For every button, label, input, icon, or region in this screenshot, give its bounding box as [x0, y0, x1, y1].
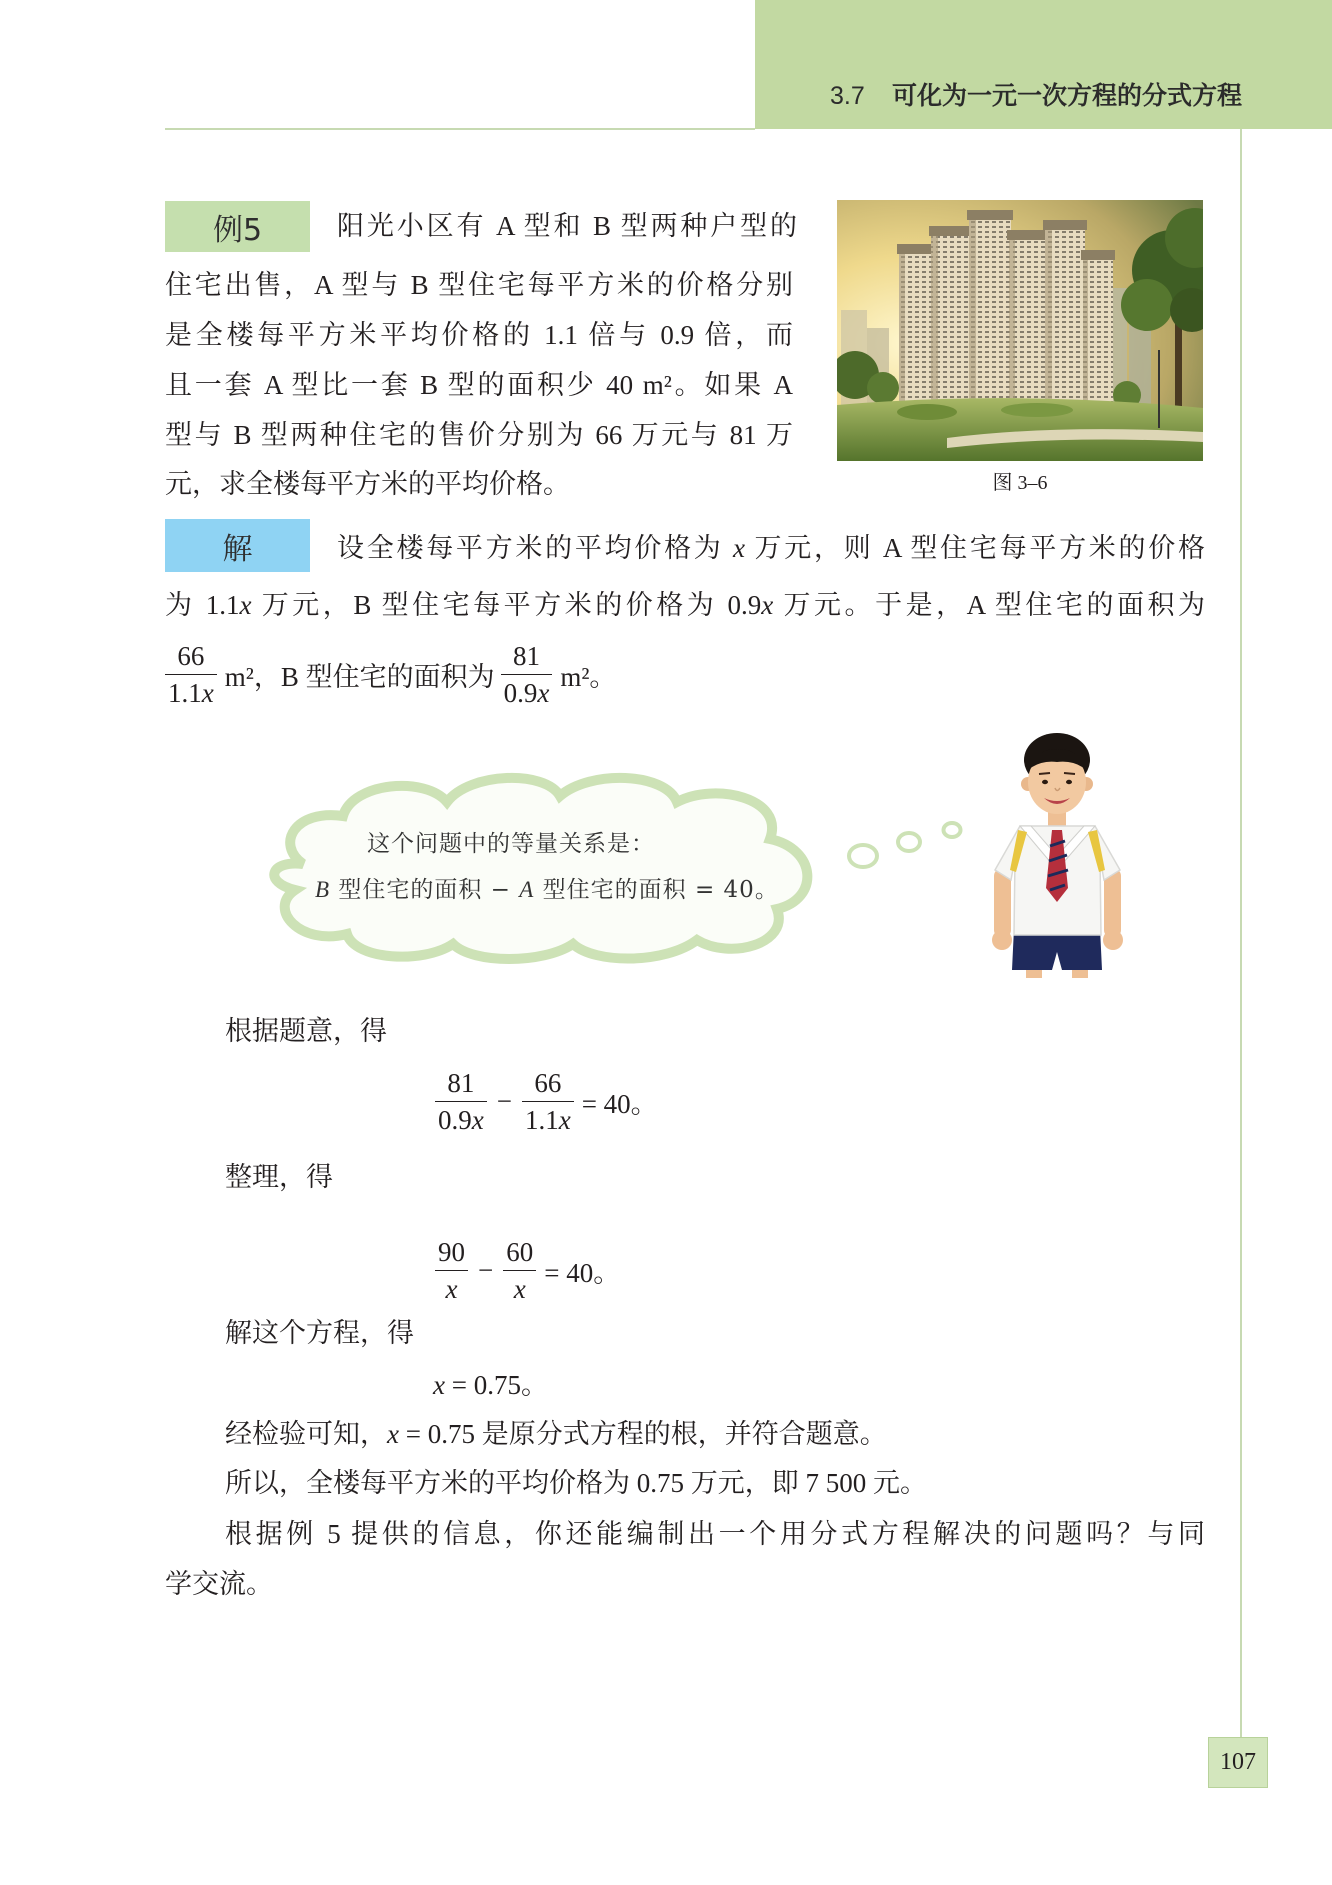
cloud-line-2	[315, 875, 779, 905]
fraction-60-over-x	[503, 1234, 536, 1307]
text-segment: 万元。于是，A 型住宅的面积为	[773, 590, 1205, 620]
fraction-denominator	[522, 1101, 574, 1138]
variable-b: B	[315, 877, 331, 902]
example-line-3: 是全楼每平方米平均价格的 1.1 倍与 0.9 倍，而	[165, 320, 793, 350]
solution-line-1	[337, 530, 1205, 566]
fraction-area-b	[501, 638, 553, 711]
fraction-denominator: x	[503, 1270, 536, 1307]
variable-x: x	[433, 1370, 445, 1400]
text-segment: 万元，B 型住宅每平方米的价格为 0.9	[251, 590, 762, 620]
step-solve: 解这个方程，得	[225, 1318, 414, 1348]
variable-a: A	[519, 877, 535, 902]
variable-x: x	[733, 533, 746, 563]
denominator-coefficient: 1.1	[168, 678, 202, 708]
fraction-denominator	[435, 1101, 487, 1138]
variable-x: x	[387, 1419, 399, 1449]
example-line-2: 住宅出售，A 型与 B 型住宅每平方米的价格分别	[165, 270, 793, 300]
minus-sign: −	[496, 1086, 512, 1116]
fraction-denominator	[165, 674, 217, 711]
text-segment: 型住宅的面积 = 40。	[534, 877, 779, 903]
solution-line-3-areas	[165, 638, 622, 711]
fraction-90-over-x	[435, 1234, 468, 1307]
example-line-6: 元，求全楼每平方米的平均价格。	[165, 469, 570, 499]
fraction-numerator: 90	[438, 1237, 465, 1267]
cloud-outline	[274, 778, 807, 959]
step-result	[433, 1367, 548, 1403]
example-line-4: 且一套 A 型比一套 B 型的面积少 40 m²。如果 A	[165, 370, 793, 400]
variable-x: x	[471, 1105, 484, 1135]
residential-building-photo	[837, 200, 1203, 461]
variable-x: x	[239, 590, 252, 620]
margin-rule	[1240, 129, 1242, 1737]
fraction-numerator: 66	[177, 641, 205, 671]
step-by-problem: 根据题意，得	[225, 1016, 387, 1046]
exercise-line-2: 学交流。	[165, 1569, 273, 1599]
solution-label	[165, 519, 310, 572]
step-check	[225, 1416, 887, 1452]
text-segment: 为 1.1	[165, 590, 240, 620]
example-label-text: 例5	[212, 212, 263, 248]
denominator-coefficient: 0.9	[503, 678, 538, 708]
example-line-1: 阳光小区有 A 型和 B 型两种户型的	[337, 211, 797, 241]
head	[1021, 733, 1093, 814]
section-title: 可化为一元一次方程的分式方程	[892, 81, 1243, 110]
thought-cloud	[255, 764, 827, 969]
variable-x: x	[761, 590, 774, 620]
text-segment: = 0.75。	[444, 1370, 548, 1400]
step-simplify: 整理，得	[225, 1162, 333, 1192]
fraction-numerator: 81	[447, 1068, 475, 1098]
fraction-numerator: 66	[534, 1068, 562, 1098]
equation-rhs: = 40。	[581, 1089, 658, 1119]
example-line-5: 型与 B 型两种住宅的售价分别为 66 万元与 81 万	[165, 420, 793, 450]
equation-1	[435, 1065, 658, 1138]
text-segment: 经检验可知，	[225, 1419, 387, 1449]
exercise-line-1: 根据例 5 提供的信息，你还能编制出一个用分式方程解决的问题吗？与同	[225, 1519, 1205, 1549]
boy-illustration	[980, 730, 1135, 978]
text-segment: m²。	[560, 662, 617, 692]
figure-caption: 图 3–6	[992, 472, 1048, 494]
page-number: 107	[1208, 1737, 1268, 1788]
solution-line-2	[165, 587, 1205, 623]
text-segment: m²，B 型住宅的面积为	[224, 662, 495, 692]
equation-rhs: = 40。	[544, 1258, 621, 1288]
example-label	[165, 201, 310, 252]
equation-2	[435, 1234, 620, 1307]
section-number: 3.7	[830, 82, 865, 110]
fraction-denominator: x	[435, 1270, 468, 1307]
fraction-denominator	[501, 674, 553, 711]
text-segment: = 0.75 是原分式方程的根，并符合题意。	[398, 1419, 887, 1449]
denominator-coefficient: 1.1	[524, 1105, 559, 1135]
variable-x: x	[201, 678, 214, 708]
fraction-66-over-1-1x	[522, 1065, 574, 1138]
step-conclusion: 所以，全楼每平方米的平均价格为 0.75 万元，即 7 500 元。	[225, 1468, 927, 1498]
thought-bubbles	[845, 815, 970, 875]
fraction-area-a	[165, 638, 217, 711]
variable-x: x	[558, 1105, 571, 1135]
fraction-numerator: 60	[506, 1237, 534, 1267]
cloud-line-1: 这个问题中的等量关系是：	[367, 831, 655, 857]
denominator-coefficient: 0.9	[438, 1105, 472, 1135]
text-segment: 万元，则 A 型住宅每平方米的价格	[745, 533, 1206, 563]
fraction-81-over-0-9x	[435, 1065, 487, 1138]
text-segment: 设全楼每平方米的平均价格为	[337, 533, 734, 563]
fraction-numerator: 81	[512, 641, 540, 671]
minus-sign: −	[478, 1255, 494, 1285]
header-rule	[165, 128, 755, 130]
text-segment: 型住宅的面积 −	[330, 877, 520, 903]
solution-label-text: 解	[222, 531, 253, 567]
variable-x: x	[537, 678, 550, 708]
